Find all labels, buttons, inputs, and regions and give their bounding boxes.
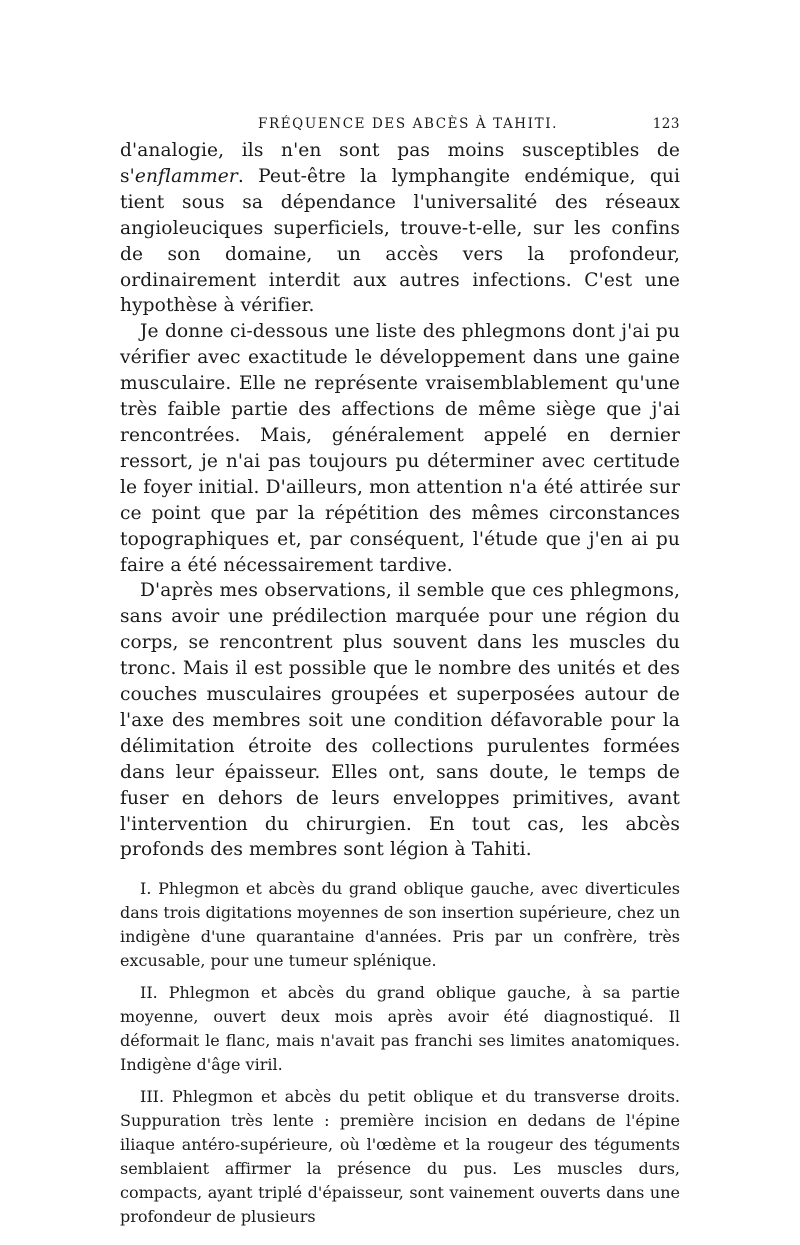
document-page <box>120 112 680 1237</box>
case-list <box>120 877 680 1229</box>
body-text <box>120 138 680 863</box>
case-item-3: III. Phlegmon et abcès du petit oblique et du transverse droits. Suppuration très lente : première incision en dedans de l'épine iliaque antéro-supérieure, où l'œdème et la rougeur des téguments semblaient affirmer la présence du pus. Les muscles durs, compacts, ayant triplé d'épaisseur, sont vainement ouverts dans une profondeur de plusieurs <box>120 1087 680 1227</box>
page-number: 123 <box>652 116 680 132</box>
case-item-2: II. Phlegmon et abcès du grand oblique gauche, à sa partie moyenne, ouvert deux mois après avoir été diagnostiqué. Il déformait le flanc, mais n'avait pas franchi ses limites anatomiques. Indigène d'âge viril. <box>120 983 680 1075</box>
paragraph-1-start: d'analogie, ils n'en sont pas moins susceptibles de s' <box>120 140 680 187</box>
paragraph-1-rest: . Peut-être la lymphangite endémique, qui tient sous sa dépendance l'universalité des réseaux angioleuciques superficiels, trouve-t-elle, sur les confins de son domaine, un accès vers la profondeur, ordinairement interdit aux autres infections. C'est une hypothèse à vérifier. <box>120 165 680 317</box>
paragraph-3: D'après mes observations, il semble que ces phlegmons, sans avoir une prédilection marquée pour une région du corps, se rencontrent plus souvent dans les muscles du tronc. Mais il est possible que le nombre des unités et des couches musculaires groupées et superposées autour de l'axe des membres soit une condition défavorable pour la délimitation étroite des collections purulentes formées dans leur épaisseur. Elles ont, sans doute, le temps de fuser en dehors de leurs enveloppes primitives, avant l'intervention du chirurgien. En tout cas, les abcès profonds des membres sont légion à Tahiti. <box>120 580 680 861</box>
paragraph-2: Je donne ci-dessous une liste des phlegmons dont j'ai pu vérifier avec exactitude le développement dans une gaine musculaire. Elle ne représente vraisemblablement qu'une très faible partie des affections de même siège que j'ai rencontrées. Mais, généralement appelé en dernier ressort, je n'ai pas toujours pu déterminer avec certitude le foyer initial. D'ailleurs, mon attention n'a été attirée sur ce point que par la répétition des mêmes circonstances topographiques et, par conséquent, l'étude que j'en ai pu faire a été nécessairement tardive. <box>120 321 680 576</box>
italic-word: enflammer <box>134 165 238 187</box>
running-title: FRÉQUENCE DES ABCÈS À TAHITI. <box>258 116 559 132</box>
running-header <box>120 112 680 138</box>
case-item-1: I. Phlegmon et abcès du grand oblique gauche, avec diverticules dans trois digitations moyennes de son insertion supérieure, chez un indigène d'une quarantaine d'années. Pris par un confrère, très excusable, pour une tumeur splénique. <box>120 879 680 971</box>
paragraph-1 <box>120 138 680 319</box>
